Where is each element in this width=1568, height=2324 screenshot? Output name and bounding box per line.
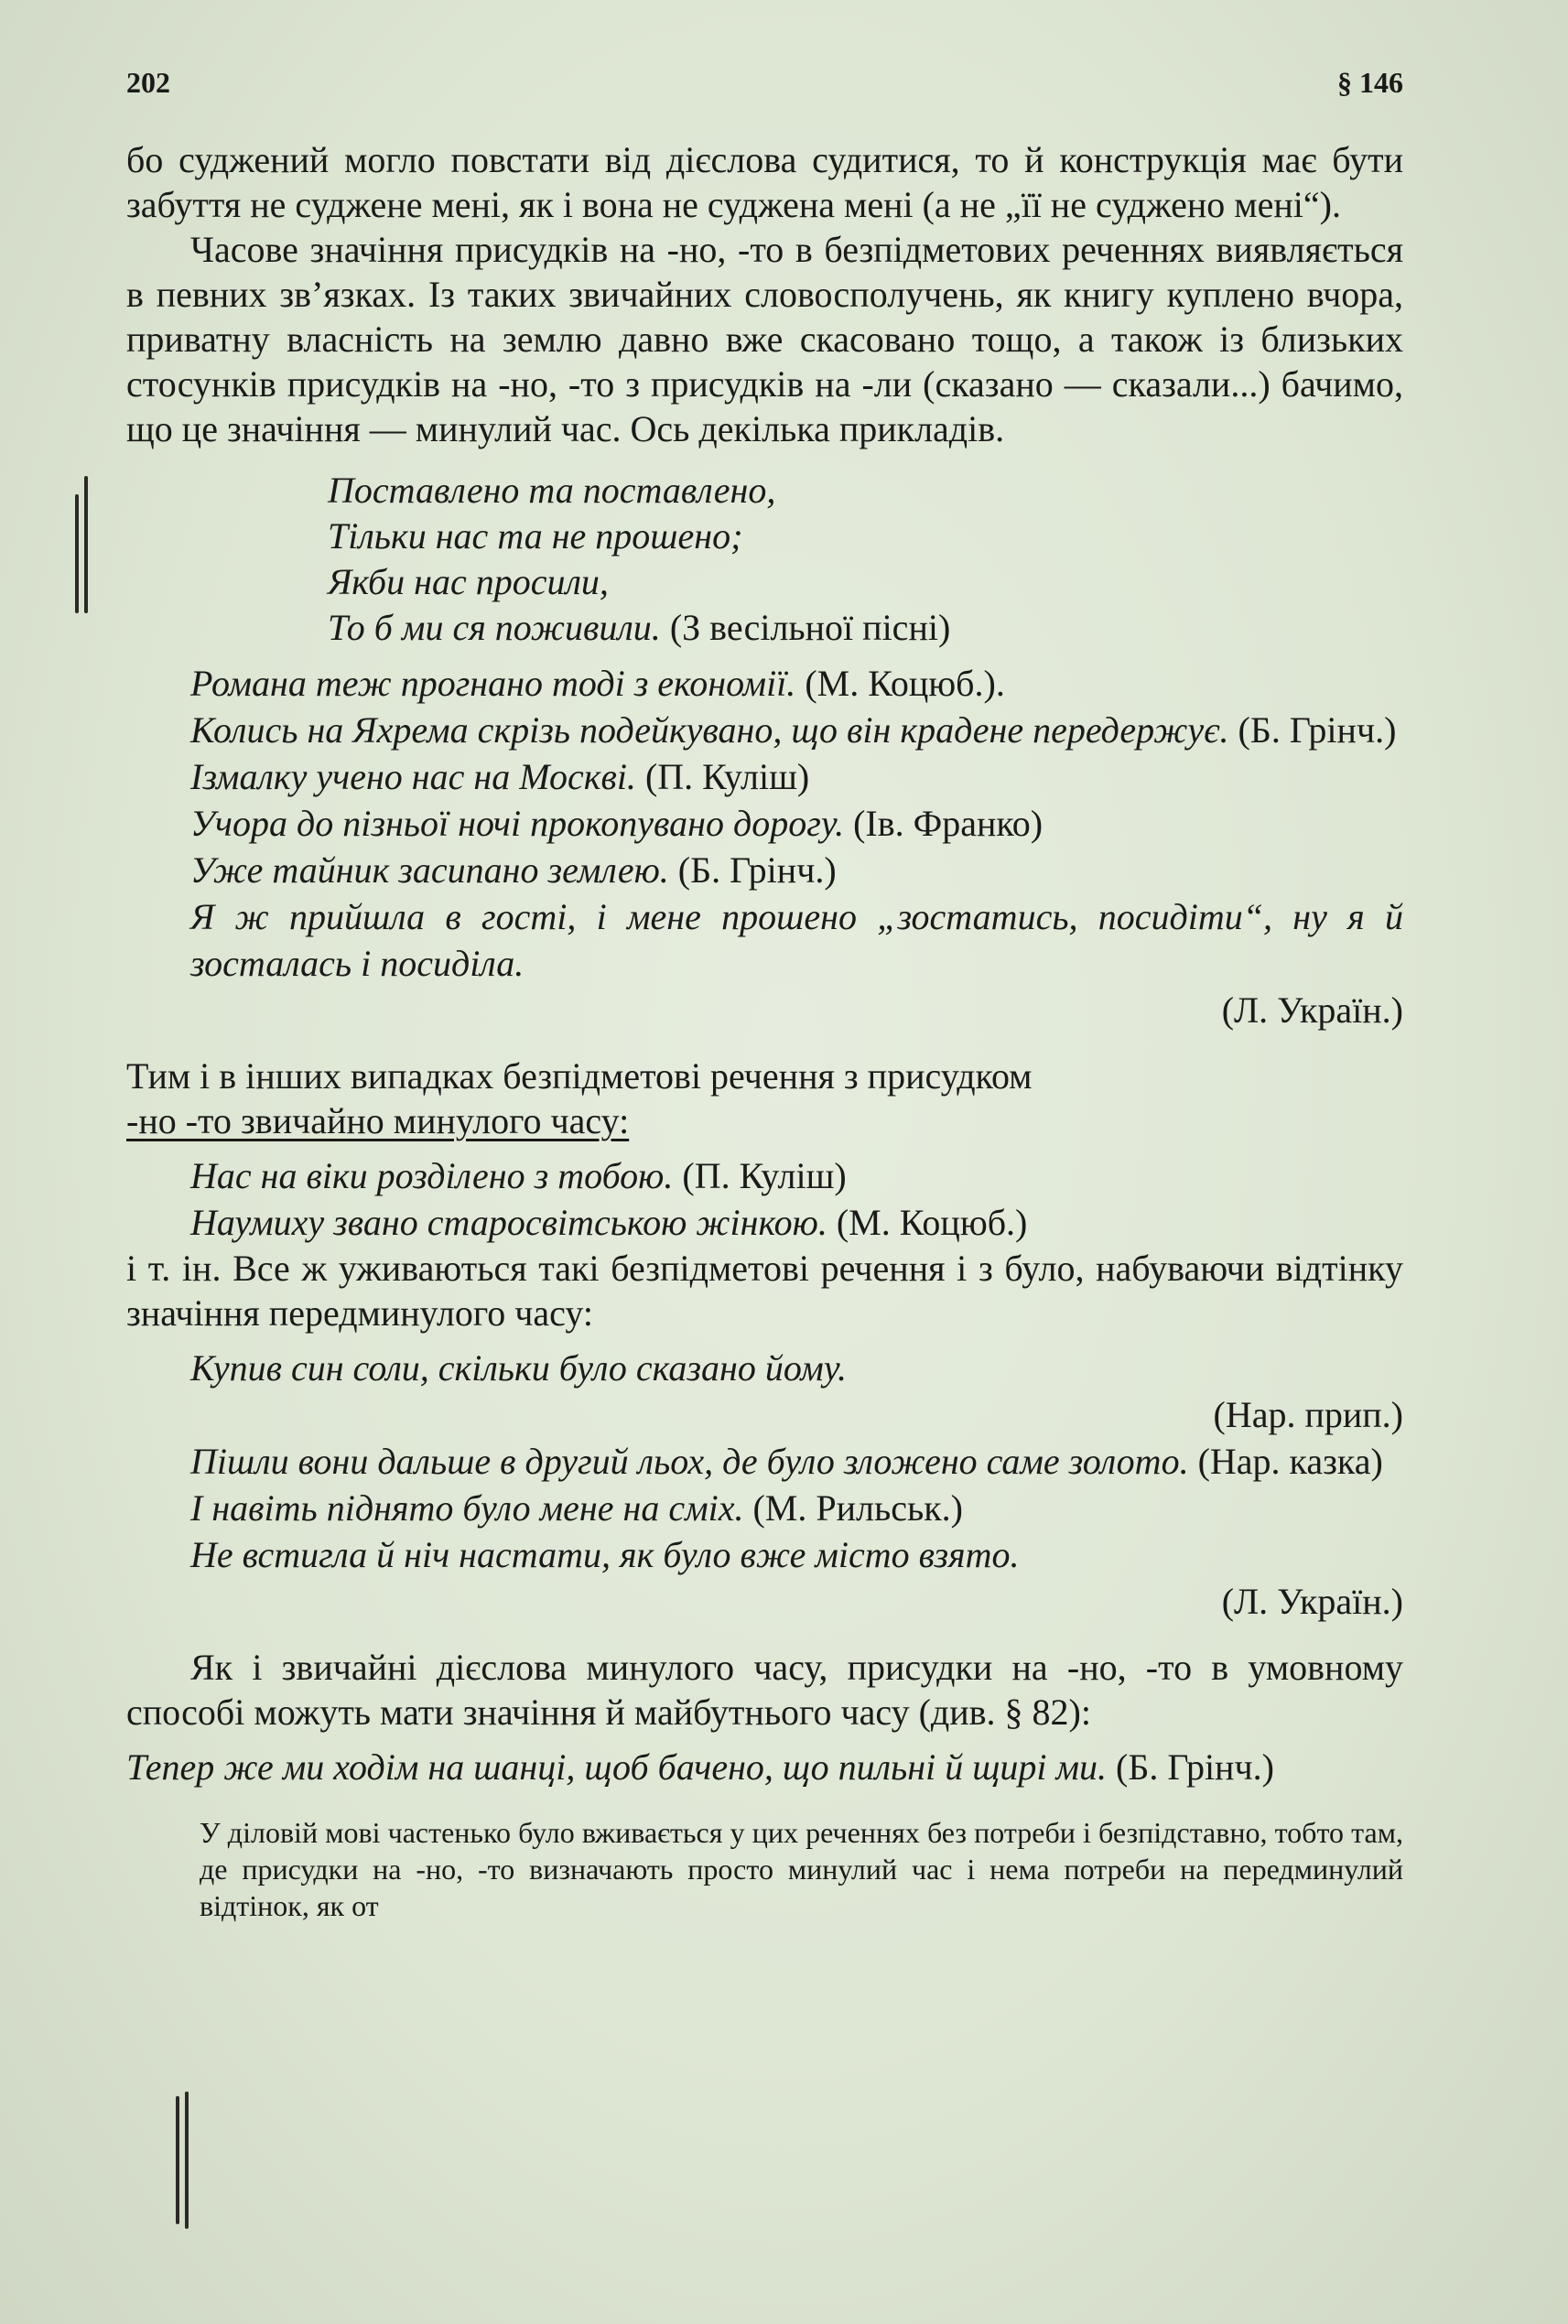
paragraph-3: Тим і в інших випадках безпідметові речення з присудком -но -то звичайно минулого часу: bbox=[126, 1055, 1033, 1141]
example-source: (Л. Україн.) bbox=[1221, 989, 1403, 1031]
example-sentence: І навіть піднято було мене на сміх. (М. Рильськ.) bbox=[190, 1487, 963, 1529]
paragraph-2: Часове значіння присудків на -но, -то в безпідметових реченнях виявляється в певних зв’язках. Із таких звичайних словосполучень, як книгу куплено вчора, приватну власність на землю давно вже скасовано тощо, а також із близьких стосунків присудків на -но, -то з присудків на -ли (сказано — сказали...) бачимо, що це значіння — минулий час. Ось декілька прикладів. bbox=[126, 229, 1403, 449]
page-number: 202 bbox=[126, 66, 170, 99]
example-sentence: Ізмалку учено нас на Москві. (П. Куліш) bbox=[190, 756, 810, 797]
margin-mark-note-2 bbox=[185, 2092, 189, 2229]
margin-mark-left-2 bbox=[84, 476, 88, 613]
example-sentence: Пішли вони дальше в другий льох, де було зложено саме золото. (Нар. казка) bbox=[190, 1441, 1383, 1482]
verse-quote bbox=[328, 468, 1403, 651]
examples-block-1 bbox=[190, 660, 1403, 1033]
example-sentence: Романа теж прогнано тоді з економії. (М. Коцюб.). bbox=[190, 663, 1005, 704]
verse-line: Поставлено та поставлено, bbox=[328, 470, 776, 511]
verse-line: Якби нас просили, bbox=[328, 561, 609, 602]
example-sentence: Я ж прийшла в гості, і мене прошено „зостатись, посидіти“, ну я й зосталась і посиділа. bbox=[190, 896, 1403, 984]
examples-block-2 bbox=[190, 1152, 1403, 1246]
verse-line-last: То б ми ся поживили. (З весільної пісні) bbox=[328, 607, 951, 648]
example-source: (Нар. прип.) bbox=[1213, 1394, 1403, 1435]
underlined-phrase: -но -то звичайно минулого часу: bbox=[126, 1100, 630, 1141]
footnote-small-print: У діловій мові частенько було вживається у цих реченнях без потреби і безпідставно, тобто там, де присудки на -но, -то визначають просто минулий час і нема потреби на передминулий відтінок, як от bbox=[200, 1816, 1403, 1922]
margin-mark-note-1 bbox=[176, 2096, 179, 2224]
paragraph-1: бо суджений могло повстати від дієслова судитися, то й конструкція має бути забуття не суджене мені, як і вона не суджена мені (а не „її не суджено мені“). bbox=[126, 139, 1403, 225]
paragraph-5: Як і звичайні дієслова минулого часу, присудки на -но, -то в умовному способі можуть мати значіння й майбутнього часу (див. § 82): bbox=[126, 1647, 1403, 1733]
example-sentence: Учора до пізньої ночі прокопувано дорогу. (Ів. Франко) bbox=[190, 803, 1044, 844]
examples-block-3 bbox=[190, 1345, 1403, 1625]
example-source: (Л. Україн.) bbox=[1221, 1581, 1403, 1622]
example-sentence: Уже тайник засипано землею. (Б. Грінч.) bbox=[190, 849, 837, 891]
example-sentence: Купив син соли, скільки було сказано йому. bbox=[190, 1347, 848, 1389]
example-sentence: Нас на віки розділено з тобою. (П. Куліш) bbox=[190, 1155, 847, 1196]
section-number: § 146 bbox=[1337, 66, 1403, 99]
verse-line: Тільки нас та не прошено; bbox=[328, 515, 743, 557]
example-sentence: Тепер же ми ходім на шанці, щоб бачено, що пильні й щирі ми. (Б. Грінч.) bbox=[126, 1746, 1274, 1788]
page-body bbox=[126, 137, 1403, 1924]
example-sentence: Колись на Яхрема скрізь подейкувано, що він крадене передержує. (Б. Грінч.) bbox=[190, 709, 1397, 751]
examples-block-4 bbox=[126, 1744, 1403, 1790]
example-sentence: Не встигла й ніч настати, як було вже місто взято. bbox=[190, 1534, 1020, 1575]
example-sentence: Наумиху звано старосвітською жінкою. (М. Коцюб.) bbox=[190, 1202, 1028, 1243]
paragraph-4: і т. ін. Все ж уживаються такі безпідметові речення і з було, набуваючи відтінку значіння передминулого часу: bbox=[126, 1248, 1403, 1334]
margin-mark-left-1 bbox=[75, 494, 79, 613]
verse-source: (З весільної пісні) bbox=[669, 607, 951, 648]
